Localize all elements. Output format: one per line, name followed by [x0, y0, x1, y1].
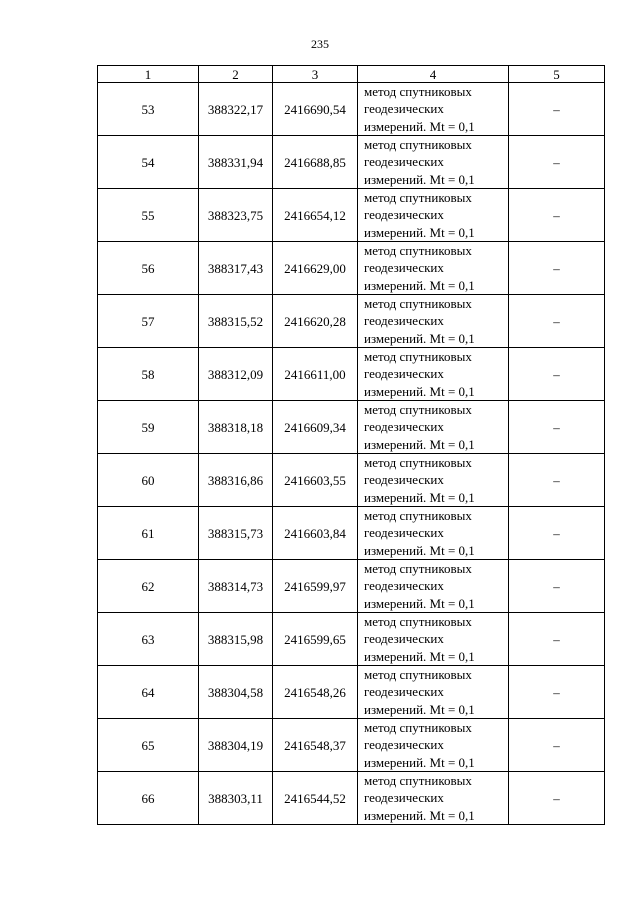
table-row — [98, 454, 605, 507]
coordinates-table — [97, 65, 605, 825]
table-row — [98, 83, 605, 136]
point-number-cell: 55 — [98, 189, 199, 242]
method-cell: метод спутниковых геодезических измерений. Mt = 0,1 — [358, 719, 509, 772]
method-cell: метод спутниковых геодезических измерений. Mt = 0,1 — [358, 348, 509, 401]
point-number-cell: 62 — [98, 560, 199, 613]
x-coordinate-cell: 388315,52 — [199, 295, 273, 348]
note-cell: – — [509, 83, 605, 136]
x-coordinate-cell: 388314,73 — [199, 560, 273, 613]
y-coordinate-cell: 2416620,28 — [273, 295, 358, 348]
point-number-cell: 57 — [98, 295, 199, 348]
note-cell: – — [509, 401, 605, 454]
point-number-cell: 53 — [98, 83, 199, 136]
page-number: 235 — [311, 37, 329, 51]
table-row — [98, 613, 605, 666]
note-cell: – — [509, 560, 605, 613]
note-cell: – — [509, 613, 605, 666]
point-number-cell: 54 — [98, 136, 199, 189]
method-cell: метод спутниковых геодезических измерений. Mt = 0,1 — [358, 189, 509, 242]
x-coordinate-cell: 388318,18 — [199, 401, 273, 454]
header-cell-number: 1 — [98, 66, 199, 83]
table-row — [98, 560, 605, 613]
method-cell: метод спутниковых геодезических измерений. Mt = 0,1 — [358, 507, 509, 560]
y-coordinate-cell: 2416548,26 — [273, 666, 358, 719]
table-row — [98, 295, 605, 348]
note-cell: – — [509, 666, 605, 719]
note-cell: – — [509, 772, 605, 825]
y-coordinate-cell: 2416599,97 — [273, 560, 358, 613]
y-coordinate-cell: 2416603,55 — [273, 454, 358, 507]
method-cell: метод спутниковых геодезических измерений. Mt = 0,1 — [358, 613, 509, 666]
table-row — [98, 189, 605, 242]
method-cell: метод спутниковых геодезических измерений. Mt = 0,1 — [358, 772, 509, 825]
point-number-cell: 65 — [98, 719, 199, 772]
method-cell: метод спутниковых геодезических измерений. Mt = 0,1 — [358, 136, 509, 189]
note-cell: – — [509, 295, 605, 348]
point-number-cell: 60 — [98, 454, 199, 507]
table-row — [98, 772, 605, 825]
x-coordinate-cell: 388323,75 — [199, 189, 273, 242]
y-coordinate-cell: 2416690,54 — [273, 83, 358, 136]
y-coordinate-cell: 2416548,37 — [273, 719, 358, 772]
y-coordinate-cell: 2416611,00 — [273, 348, 358, 401]
note-cell: – — [509, 507, 605, 560]
table-header-row — [98, 66, 605, 83]
header-cell-x: 2 — [199, 66, 273, 83]
x-coordinate-cell: 388317,43 — [199, 242, 273, 295]
note-cell: – — [509, 454, 605, 507]
method-cell: метод спутниковых геодезических измерений. Mt = 0,1 — [358, 454, 509, 507]
method-cell: метод спутниковых геодезических измерений. Mt = 0,1 — [358, 401, 509, 454]
x-coordinate-cell: 388315,73 — [199, 507, 273, 560]
note-cell: – — [509, 242, 605, 295]
y-coordinate-cell: 2416609,34 — [273, 401, 358, 454]
y-coordinate-cell: 2416654,12 — [273, 189, 358, 242]
x-coordinate-cell: 388316,86 — [199, 454, 273, 507]
x-coordinate-cell: 388304,58 — [199, 666, 273, 719]
table-body — [98, 66, 605, 825]
table-row — [98, 666, 605, 719]
method-cell: метод спутниковых геодезических измерений. Mt = 0,1 — [358, 295, 509, 348]
header-cell-note: 5 — [509, 66, 605, 83]
point-number-cell: 56 — [98, 242, 199, 295]
point-number-cell: 61 — [98, 507, 199, 560]
table-row — [98, 136, 605, 189]
table-row — [98, 719, 605, 772]
header-cell-y: 3 — [273, 66, 358, 83]
method-cell: метод спутниковых геодезических измерений. Mt = 0,1 — [358, 560, 509, 613]
y-coordinate-cell: 2416603,84 — [273, 507, 358, 560]
point-number-cell: 59 — [98, 401, 199, 454]
point-number-cell: 66 — [98, 772, 199, 825]
y-coordinate-cell: 2416629,00 — [273, 242, 358, 295]
table-row — [98, 348, 605, 401]
method-cell: метод спутниковых геодезических измерений. Mt = 0,1 — [358, 83, 509, 136]
note-cell: – — [509, 348, 605, 401]
header-cell-method: 4 — [358, 66, 509, 83]
y-coordinate-cell: 2416688,85 — [273, 136, 358, 189]
note-cell: – — [509, 719, 605, 772]
point-number-cell: 64 — [98, 666, 199, 719]
point-number-cell: 58 — [98, 348, 199, 401]
note-cell: – — [509, 136, 605, 189]
y-coordinate-cell: 2416599,65 — [273, 613, 358, 666]
x-coordinate-cell: 388312,09 — [199, 348, 273, 401]
method-cell: метод спутниковых геодезических измерений. Mt = 0,1 — [358, 666, 509, 719]
table-row — [98, 401, 605, 454]
table-row — [98, 507, 605, 560]
x-coordinate-cell: 388315,98 — [199, 613, 273, 666]
method-cell: метод спутниковых геодезических измерений. Mt = 0,1 — [358, 242, 509, 295]
note-cell: – — [509, 189, 605, 242]
x-coordinate-cell: 388303,11 — [199, 772, 273, 825]
x-coordinate-cell: 388331,94 — [199, 136, 273, 189]
y-coordinate-cell: 2416544,52 — [273, 772, 358, 825]
table-row — [98, 242, 605, 295]
x-coordinate-cell: 388304,19 — [199, 719, 273, 772]
point-number-cell: 63 — [98, 613, 199, 666]
x-coordinate-cell: 388322,17 — [199, 83, 273, 136]
